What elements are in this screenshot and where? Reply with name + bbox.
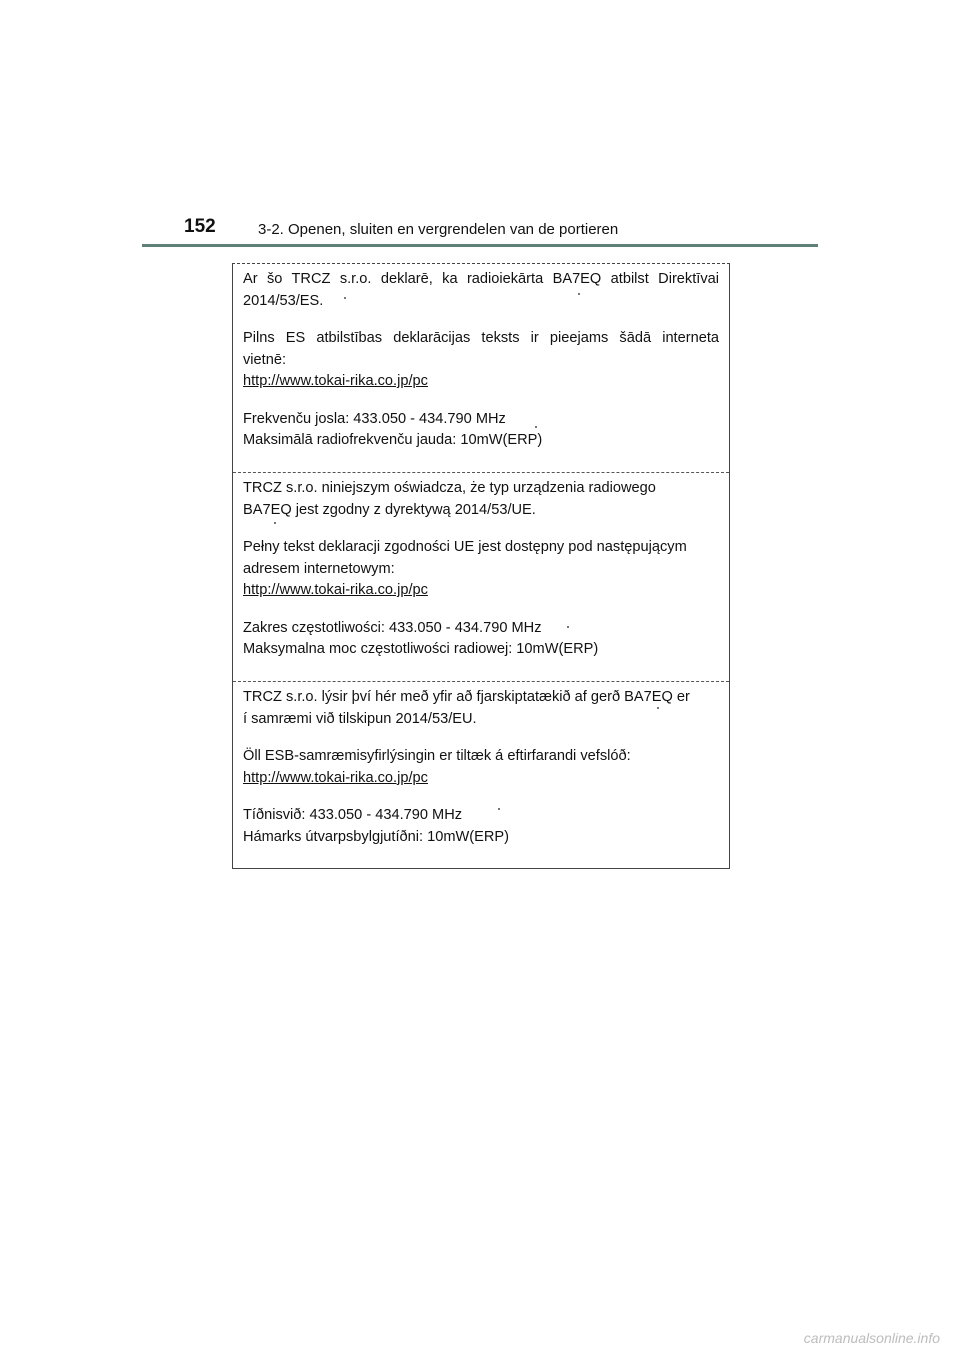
- scan-speck: [535, 426, 537, 428]
- frequency: Frekvenču josla: 433.050 - 434.790 MHz: [243, 410, 506, 427]
- statement-line: í samræmi við tilskipun 2014/53/EU.: [243, 710, 477, 727]
- section-title: 3-2. Openen, sluiten en vergrendelen van de portieren: [258, 221, 619, 238]
- declaration-link[interactable]: http://www.tokai-rika.co.jp/pc: [243, 582, 428, 598]
- scan-speck: [578, 293, 580, 295]
- statement: Ar šo TRCZ s.r.o. deklarē, ka radioiekārta BA7EQ atbilst Direktīvai 2014/53/ES.: [243, 271, 719, 309]
- declaration-icelandic: [233, 681, 729, 868]
- url-intro-line: Öll ESB-samræmisyfirlýsingin er tiltæk á eftirfarandi vefslóð:: [243, 748, 631, 764]
- statement-line: TRCZ s.r.o. lýsir því hér með yfir að fjarskiptatækið af gerð BA7EQ er: [243, 689, 690, 705]
- scan-speck: [274, 522, 276, 524]
- statement-line: TRCZ s.r.o. niniejszym oświadcza, że typ urządzenia radiowego: [243, 480, 656, 496]
- statement-line: BA7EQ jest zgodny z dyrektywą 2014/53/UE.: [243, 501, 536, 518]
- scan-speck: [498, 808, 500, 810]
- scan-speck: [344, 297, 346, 299]
- frequency: Zakres częstotliwości: 433.050 - 434.790 MHz: [243, 619, 542, 636]
- frequency: Tíðnisvið: 433.050 - 434.790 MHz: [243, 807, 463, 823]
- scan-speck: [567, 626, 569, 628]
- header-rule: [142, 244, 818, 247]
- power: Maksymalna moc częstotliwości radiowej: 10mW(ERP): [243, 641, 599, 657]
- power: Maksimālā radiofrekvenču jauda: 10mW(ERP): [243, 432, 543, 448]
- page-number: 152: [184, 216, 216, 237]
- url-intro-line: adresem internetowym:: [243, 560, 395, 577]
- statement: [243, 478, 719, 521]
- url-intro: [243, 746, 719, 789]
- url-intro-line: vietnē:: [243, 351, 286, 368]
- specs: [243, 409, 719, 452]
- declaration-polish: [233, 472, 729, 681]
- url-intro: [243, 328, 719, 393]
- statement: [243, 687, 719, 730]
- power: Hámarks útvarpsbylgjutíðni: 10mW(ERP): [243, 828, 510, 845]
- declaration-latvian: [233, 264, 729, 472]
- url-intro-line: Pilns ES atbilstības deklarācijas teksts ir pieejams šādā interneta: [243, 330, 719, 346]
- specs: [243, 805, 719, 848]
- specs: [243, 618, 719, 661]
- declaration-link[interactable]: http://www.tokai-rika.co.jp/pc: [243, 769, 428, 786]
- url-intro: [243, 537, 719, 602]
- scan-speck: [657, 707, 659, 709]
- declaration-link[interactable]: http://www.tokai-rika.co.jp/pc: [243, 373, 428, 389]
- declaration-box: [232, 263, 730, 869]
- url-intro-line: Pełny tekst deklaracji zgodności UE jest dostępny pod następującym: [243, 539, 687, 555]
- watermark: carmanualsonline.info: [803, 1330, 940, 1346]
